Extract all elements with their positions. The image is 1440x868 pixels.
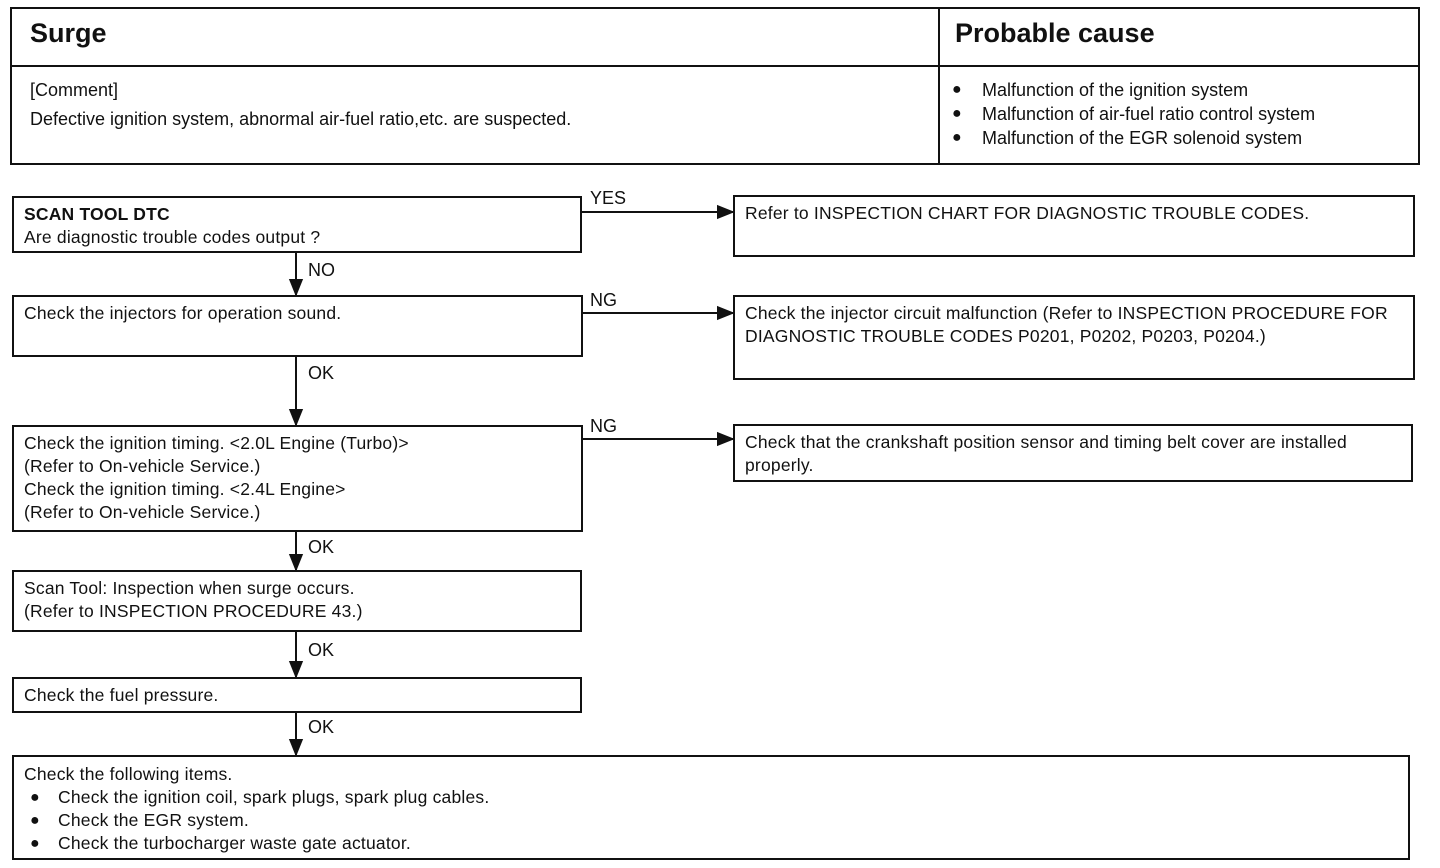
final-item: ● Check the turbocharger waste gate actuator.	[30, 833, 411, 853]
step-scan-tool-surge	[12, 570, 582, 632]
final-items-list	[24, 786, 1398, 855]
bullet-icon: ●	[30, 812, 40, 829]
step4-line1: Scan Tool: Inspection when surge occurs.	[24, 578, 355, 598]
symptom-title: Surge	[30, 18, 107, 48]
ok-label-3: OK	[308, 640, 335, 660]
header-row-divider	[10, 65, 1420, 67]
step-ignition-timing	[12, 425, 583, 532]
step3-line3: Check the ignition timing. <2.4L Engine>	[24, 479, 346, 499]
comment-text: Defective ignition system, abnormal air-fuel ratio,etc. are suspected.	[30, 109, 572, 129]
step3-line4: (Refer to On-vehicle Service.)	[24, 502, 261, 522]
yes-result-text: Refer to INSPECTION CHART FOR DIAGNOSTIC TROUBLE CODES.	[745, 203, 1310, 223]
final-item: ● Check the ignition coil, spark plugs, spark plug cables.	[30, 787, 490, 807]
ng-label-1: NG	[590, 290, 617, 310]
cause-item: ● Malfunction of the ignition system	[952, 80, 1249, 100]
cause-item: ● Malfunction of the EGR solenoid system	[952, 128, 1303, 148]
comment-label: [Comment]	[30, 80, 119, 100]
probable-cause-list	[942, 78, 1412, 150]
bullet-icon: ●	[952, 81, 962, 98]
step3-line1: Check the ignition timing. <2.0L Engine (Turbo)>	[24, 433, 409, 453]
no-label: NO	[308, 260, 335, 280]
step2-text: Check the injectors for operation sound.	[24, 303, 342, 323]
probable-cause-title: Probable cause	[955, 18, 1155, 48]
bullet-icon: ●	[952, 129, 962, 146]
cause-item: ● Malfunction of air-fuel ratio control system	[952, 104, 1316, 124]
step1-title: SCAN TOOL DTC	[24, 204, 170, 224]
step-fuel-pressure	[12, 677, 582, 713]
final-item: ● Check the EGR system.	[30, 810, 249, 830]
yes-label: YES	[590, 188, 627, 208]
ok-label-1: OK	[308, 363, 335, 383]
step4-line2: (Refer to INSPECTION PROCEDURE 43.)	[24, 601, 363, 621]
ng-result-1-text: Check the injector circuit malfunction (Refer to INSPECTION PROCEDURE FOR DIAGNOSTIC TROUBLE CODES P0201, P0202, P0203, P0204.)	[745, 303, 1388, 346]
result-refer-dtc-chart	[733, 195, 1415, 257]
final-intro: Check the following items.	[24, 764, 233, 784]
step1-question: Are diagnostic trouble codes output ?	[24, 227, 321, 247]
step3-line2: (Refer to On-vehicle Service.)	[24, 456, 261, 476]
ok-label-2: OK	[308, 537, 335, 557]
header-col-divider	[938, 7, 940, 165]
result-crankshaft-sensor	[733, 424, 1413, 482]
bullet-icon: ●	[952, 105, 962, 122]
ng-label-2: NG	[590, 416, 617, 436]
final-check-items	[12, 755, 1410, 860]
bullet-icon: ●	[30, 789, 40, 806]
bullet-icon: ●	[30, 835, 40, 852]
ng-result-2-text: Check that the crankshaft position sensor and timing belt cover are installed properly.	[745, 432, 1347, 475]
step-injector-sound	[12, 295, 583, 357]
step5-text: Check the fuel pressure.	[24, 685, 219, 705]
step-scan-tool-dtc	[12, 196, 582, 253]
result-injector-circuit	[733, 295, 1415, 380]
ok-label-4: OK	[308, 717, 335, 737]
